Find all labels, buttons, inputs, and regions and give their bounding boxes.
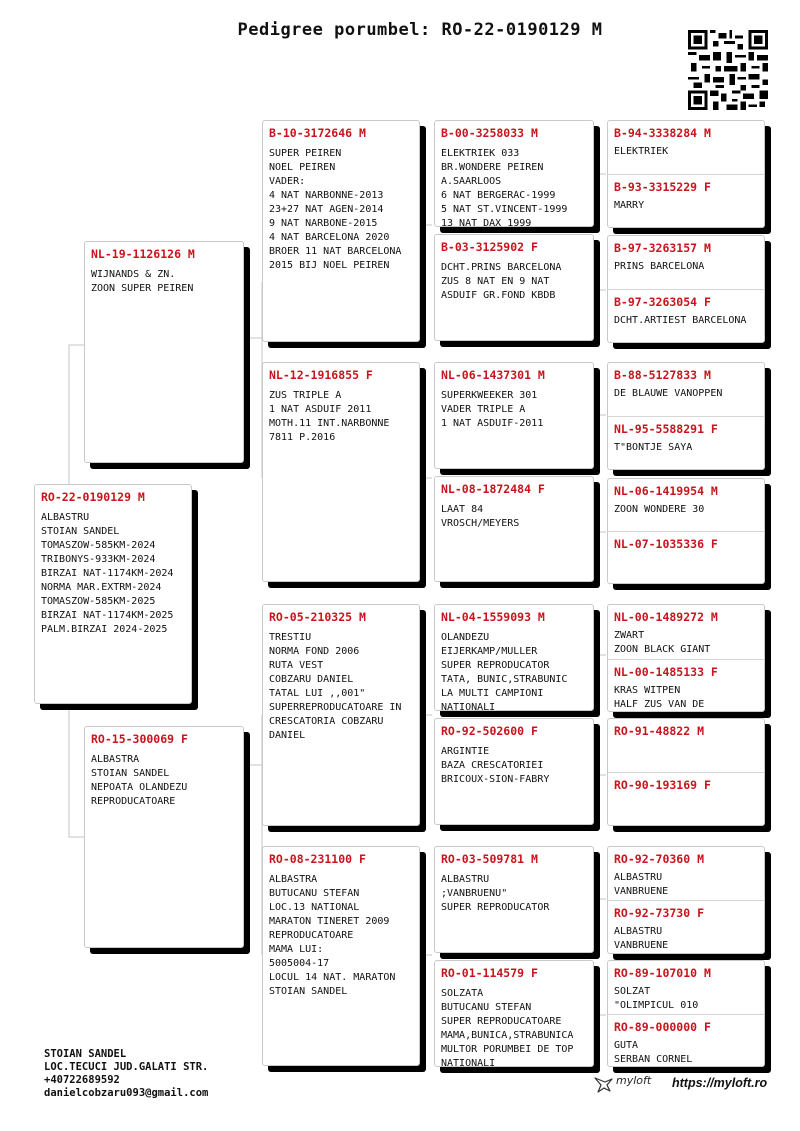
ring-number: NL-04-1559093 M: [441, 610, 545, 624]
pedigree-card-grandparent[interactable]: [262, 362, 420, 582]
pedigree-card-great-grandparent[interactable]: [434, 846, 594, 953]
pedigree-card-great-grandparent[interactable]: [434, 120, 594, 227]
gen5-sire: [608, 363, 764, 416]
ring-number: B-97-3263157 M: [614, 241, 711, 255]
ring-number: B-10-3172646 M: [269, 126, 366, 140]
card-description: ALBASTRU STOIAN SANDEL TOMASZOW-585KM-2024 TRIBONYS-933KM-2024 BIRZAI NAT-1174KM-2024 NORMA MAR.EXTRM-2024 TOMASZOW-585KM-2025 BIRZAI NAT-1174KM-2025 PALM.BIRZAI 2024-2025: [41, 512, 174, 635]
card-description: ALBASTRA BUTUCANU STEFAN LOC.13 NATIONAL MARATON TINERET 2009 REPRODUCATOARE MAMA LUI: 5005004-17 LOCUL 14 NAT. MARATON STOIAN SANDEL: [269, 874, 396, 997]
pedigree-card-gen5-pair[interactable]: [607, 235, 765, 343]
pedigree-card-gen5-pair[interactable]: [607, 960, 765, 1067]
card-description: SUPERKWEEKER 301 VADER TRIPLE A 1 NAT ASDUIF-2011: [441, 390, 544, 429]
gen5-sire: [608, 121, 764, 174]
ring-number: B-93-3315229 F: [614, 180, 711, 194]
ring-number: B-00-3258033 M: [441, 126, 538, 140]
pedigree-card-subject[interactable]: [34, 484, 192, 704]
gen5-dam: [608, 1014, 764, 1067]
owner-contact: [44, 1048, 208, 1100]
ring-number: B-88-5127833 M: [614, 368, 711, 382]
ring-number: NL-08-1872484 F: [441, 482, 545, 496]
ring-number: RO-89-107010 M: [614, 966, 711, 980]
myloft-pigeon-logo-icon: [592, 1074, 614, 1096]
card-description: DCHT.ARTIEST BARCELONA: [614, 315, 747, 326]
gen5-sire: [608, 236, 764, 289]
qr-code-icon: [688, 30, 768, 110]
gen5-dam: [608, 174, 764, 228]
card-description: T"BONTJE SAYA: [614, 442, 693, 453]
pedigree-card-gen5-pair[interactable]: [607, 478, 765, 584]
ring-number: RO-89-000000 F: [614, 1020, 711, 1034]
pedigree-card-great-grandparent[interactable]: [434, 234, 594, 341]
ring-number: NL-95-5588291 F: [614, 422, 718, 436]
pedigree-card-gen5-pair[interactable]: [607, 362, 765, 470]
card-description: SOLZATA BUTUCANU STEFAN SUPER REPRODUCATOARE MAMA,BUNICA,STRABUNICA MULTOR PORUMBEI DE TOP NATIONALI: [441, 988, 574, 1067]
ring-number: RO-92-73730 F: [614, 906, 705, 920]
page-title: Pedigree porumbel: RO-22-0190129 M: [237, 20, 603, 40]
ring-number: NL-00-1485133 F: [614, 665, 718, 679]
ring-number: RO-03-509781 M: [441, 852, 538, 866]
brand-name: myloft: [616, 1074, 652, 1087]
card-description: ALBASTRA STOIAN SANDEL NEPOATA OLANDEZU REPRODUCATOARE: [91, 754, 188, 807]
gen5-dam: [608, 531, 764, 584]
gen5-sire: [608, 605, 764, 659]
pedigree-card-great-grandparent[interactable]: [434, 362, 594, 469]
ring-number: RO-01-114579 F: [441, 966, 538, 980]
owner-address: LOC.TECUCI JUD.GALATI STR.: [44, 1061, 209, 1073]
card-description: WIJNANDS & ZN. ZOON SUPER PEIREN: [91, 269, 194, 294]
card-description: TRESTIU NORMA FOND 2006 RUTA VEST COBZARU DANIEL TATAL LUI ,,001" SUPERREPRODUCATOARE IN CRESCATORIA COBZARU DANIEL: [269, 632, 402, 741]
ring-number: RO-90-193169 F: [614, 778, 711, 792]
ring-number: NL-07-1035336 F: [614, 537, 718, 551]
ring-number: B-03-3125902 F: [441, 240, 538, 254]
card-description: ELEKTRIEK 033 BR.WONDERE PEIREN A.SAARLOOS 6 NAT BERGERAC-1999 5 NAT ST.VINCENT-1999 13 NAT DAX 1999: [441, 148, 568, 227]
pedigree-card-great-grandparent[interactable]: [434, 476, 594, 582]
ring-number: NL-19-1126126 M: [91, 247, 195, 261]
card-description: MARRY: [614, 200, 645, 211]
card-description: OLANDEZU EIJERKAMP/MULLER SUPER REPRODUCATOR TATA, BUNIC,STRABUNIC LA MULTI CAMPIONI NATIONALI: [441, 632, 568, 711]
pedigree-card-great-grandparent[interactable]: [434, 604, 594, 711]
card-description: PRINS BARCELONA: [614, 261, 705, 272]
ring-number: RO-91-48822 M: [614, 724, 705, 738]
gen5-sire: [608, 719, 764, 772]
card-description: ALBASTRU VANBRUENE: [614, 926, 669, 951]
ring-number: NL-06-1419954 M: [614, 484, 718, 498]
card-description: ALBASTRU VANBRUENE: [614, 872, 669, 897]
ring-number: RO-22-0190129 M: [41, 490, 145, 504]
gen5-dam: [608, 900, 764, 954]
card-description: ARGINTIE BAZA CRESCATORIEI BRICOUX-SION-FABRY: [441, 746, 550, 785]
pedigree-card-grandparent[interactable]: [262, 846, 420, 1066]
gen5-dam: [608, 659, 764, 712]
owner-email[interactable]: danielcobzaru093@gmail.com: [44, 1087, 209, 1099]
card-description: DE BLAUWE VANOPPEN: [614, 388, 723, 399]
ring-number: RO-05-210325 M: [269, 610, 366, 624]
card-description: ZUS TRIPLE A 1 NAT ASDUIF 2011 MOTH.11 INT.NARBONNE 7811 P.2016: [269, 390, 390, 443]
owner-name: STOIAN SANDEL: [44, 1048, 127, 1060]
card-description: SOLZAT "OLIMPICUL 010: [614, 986, 699, 1011]
card-description: ALBASTRU ;VANBRUENU" SUPER REPRODUCATOR: [441, 874, 550, 913]
ring-number: NL-06-1437301 M: [441, 368, 545, 382]
pedigree-card-grandparent[interactable]: [262, 604, 420, 826]
owner-phone[interactable]: +40722689592: [44, 1074, 120, 1086]
ring-number: RO-08-231100 F: [269, 852, 366, 866]
pedigree-card-grandparent[interactable]: [262, 120, 420, 342]
gen5-dam: [608, 289, 764, 343]
pedigree-card-gen5-pair[interactable]: [607, 718, 765, 826]
pedigree-card-great-grandparent[interactable]: [434, 718, 594, 825]
pedigree-card-gen5-pair[interactable]: [607, 604, 765, 712]
card-description: SUPER PEIREN NOEL PEIREN VADER: 4 NAT NARBONNE-2013 23+27 NAT AGEN-2014 9 NAT NARBONE-2015 4 NAT BARCELONA 2020 BROER 11 NAT BARCELONA 2015 BIJ NOEL PEIREN: [269, 148, 402, 271]
gen5-sire: [608, 479, 764, 531]
gen5-sire: [608, 847, 764, 900]
gen5-dam: [608, 772, 764, 826]
website-link[interactable]: https://myloft.ro: [672, 1076, 768, 1090]
ring-number: NL-00-1489272 M: [614, 610, 718, 624]
ring-number: B-94-3338284 M: [614, 126, 711, 140]
ring-number: RO-92-70360 M: [614, 852, 705, 866]
pedigree-card-great-grandparent[interactable]: [434, 960, 594, 1067]
ring-number: RO-92-502600 F: [441, 724, 538, 738]
ring-number: NL-12-1916855 F: [269, 368, 373, 382]
ring-number: B-97-3263054 F: [614, 295, 711, 309]
pedigree-card-dam[interactable]: [84, 726, 244, 948]
pedigree-card-gen5-pair[interactable]: [607, 846, 765, 954]
gen5-dam: [608, 416, 764, 470]
ring-number: RO-15-300069 F: [91, 732, 188, 746]
card-description: LAAT 84 VROSCH/MEYERS: [441, 504, 520, 529]
card-description: ELEKTRIEK: [614, 146, 669, 157]
gen5-sire: [608, 961, 764, 1014]
card-description: DCHT.PRINS BARCELONA ZUS 8 NAT EN 9 NAT ASDUIF GR.FOND KBDB: [441, 262, 562, 301]
pedigree-card-gen5-pair[interactable]: [607, 120, 765, 228]
pedigree-card-sire[interactable]: [84, 241, 244, 463]
card-description: ZOON WONDERE 30: [614, 504, 705, 515]
card-description: GUTA SERBAN CORNEL: [614, 1040, 693, 1065]
card-description: KRAS WITPEN HALF ZUS VAN DE: [614, 685, 705, 710]
card-description: ZWART ZOON BLACK GIANT: [614, 630, 711, 655]
